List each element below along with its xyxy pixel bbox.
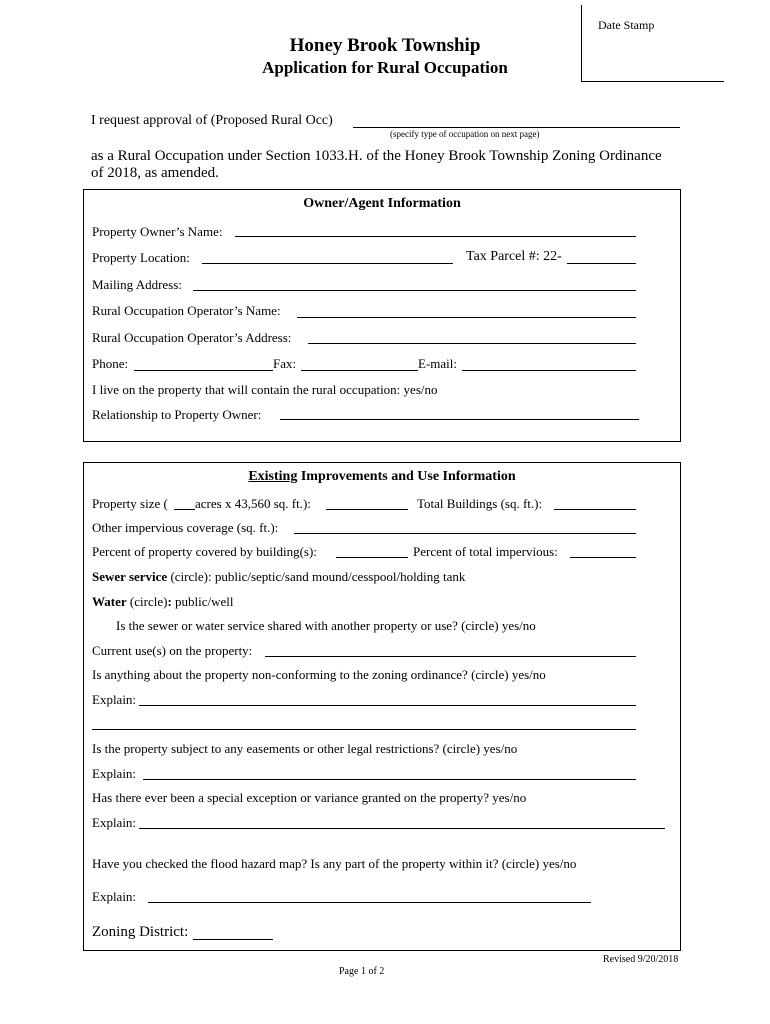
tax-parcel-field[interactable]	[567, 263, 636, 264]
explain-label-4: Explain:	[92, 889, 137, 904]
explain-label-1: Explain:	[92, 692, 137, 707]
operator-address-field[interactable]	[308, 343, 636, 344]
nonconforming-question: Is anything about the property non-conforming to the zoning ordinance? (circle) yes/no	[92, 667, 546, 682]
current-uses-field[interactable]	[265, 656, 636, 657]
email-field[interactable]	[462, 370, 636, 371]
special-exception-question: Has there ever been a special exception or variance granted on the property? yes/no	[92, 790, 527, 805]
property-size-label-b: acres x 43,560 sq. ft.):	[195, 496, 311, 511]
sewer-service-label: Sewer service	[92, 569, 168, 584]
section-text-line-1: as a Rural Occupation under Section 1033.H. of the Honey Brook Township Zoning Ordinance	[91, 148, 662, 164]
relationship-field[interactable]	[280, 419, 639, 420]
proposed-occupation-field[interactable]	[353, 127, 680, 128]
revised-date: Revised 9/20/2018	[603, 954, 679, 965]
other-impervious-label: Other impervious coverage (sq. ft.):	[92, 520, 279, 535]
explain-field-1-continued[interactable]	[92, 729, 636, 730]
existing-section-title	[84, 469, 680, 485]
shared-service-question: Is the sewer or water service shared with another property or use? (circle) yes/no	[116, 618, 536, 633]
property-size-field[interactable]	[326, 509, 408, 510]
percent-impervious-label: Percent of total impervious:	[413, 544, 558, 559]
request-hint: (specify type of occupation on next page)	[390, 129, 540, 139]
operator-address-label: Rural Occupation Operator’s Address:	[92, 330, 292, 345]
other-impervious-field[interactable]	[294, 533, 636, 534]
explain-field-3[interactable]	[139, 828, 665, 829]
property-size-label-a: Property size (	[92, 496, 168, 511]
operator-name-field[interactable]	[297, 317, 636, 318]
owner-section-title: Owner/Agent Information	[303, 196, 461, 211]
mailing-address-field[interactable]	[193, 290, 636, 291]
water-service-question	[92, 594, 234, 610]
fax-label: Fax:	[273, 356, 297, 371]
page-number: Page 1 of 2	[339, 966, 385, 977]
flood-hazard-question: Have you checked the flood hazard map? Is any part of the property within it? (circle) yes/no	[92, 856, 577, 871]
page-subtitle: Application for Rural Occupation	[262, 58, 508, 77]
explain-label-3: Explain:	[92, 815, 137, 830]
explain-field-2[interactable]	[143, 779, 636, 780]
total-buildings-field[interactable]	[554, 509, 636, 510]
percent-buildings-field[interactable]	[336, 557, 408, 558]
section-text-line-2: of 2018, as amended.	[91, 165, 219, 181]
existing-title-rest: Improvements and Use Information	[297, 469, 516, 484]
explain-field-4[interactable]	[148, 902, 591, 903]
page-title: Honey Brook Township	[289, 35, 481, 56]
explain-label-2: Explain:	[92, 766, 137, 781]
phone-field[interactable]	[134, 370, 273, 371]
sewer-options: : public/septic/sand mound/cesspool/holding tank	[207, 569, 466, 584]
total-buildings-label: Total Buildings (sq. ft.):	[417, 496, 543, 511]
existing-title-emphasis: Existing	[248, 469, 298, 484]
water-colon: :	[167, 594, 172, 609]
property-location-field[interactable]	[202, 263, 453, 264]
easements-question: Is the property subject to any easements or other legal restrictions? (circle) yes/no	[92, 741, 518, 756]
zoning-district-label: Zoning District:	[92, 924, 189, 940]
tax-parcel-label: Tax Parcel #: 22-	[466, 249, 562, 264]
percent-impervious-field[interactable]	[570, 557, 636, 558]
percent-buildings-label: Percent of property covered by building(s):	[92, 544, 317, 559]
water-label: Water	[92, 594, 127, 609]
zoning-district-field[interactable]	[193, 939, 273, 940]
sewer-circle-note: (circle)	[167, 569, 208, 584]
operator-name-label: Rural Occupation Operator’s Name:	[92, 303, 281, 318]
fax-field[interactable]	[301, 370, 418, 371]
mailing-address-label: Mailing Address:	[92, 277, 182, 292]
current-uses-label: Current use(s) on the property:	[92, 643, 253, 658]
water-options: public/well	[171, 594, 234, 609]
sewer-service-question	[92, 569, 465, 585]
acres-field[interactable]	[174, 509, 195, 510]
relationship-label: Relationship to Property Owner:	[92, 407, 262, 422]
date-stamp-label: Date Stamp	[598, 18, 655, 32]
explain-field-1[interactable]	[139, 705, 636, 706]
phone-label: Phone:	[92, 356, 129, 371]
property-location-label: Property Location:	[92, 250, 190, 265]
email-label: E-mail:	[418, 356, 457, 371]
request-text: I request approval of (Proposed Rural Occ)	[91, 113, 333, 128]
owner-name-field[interactable]	[235, 236, 636, 237]
live-on-property-question: I live on the property that will contain the rural occupation: yes/no	[92, 382, 438, 397]
water-circle-note: (circle)	[126, 594, 168, 609]
owner-name-label: Property Owner’s Name:	[92, 224, 223, 239]
